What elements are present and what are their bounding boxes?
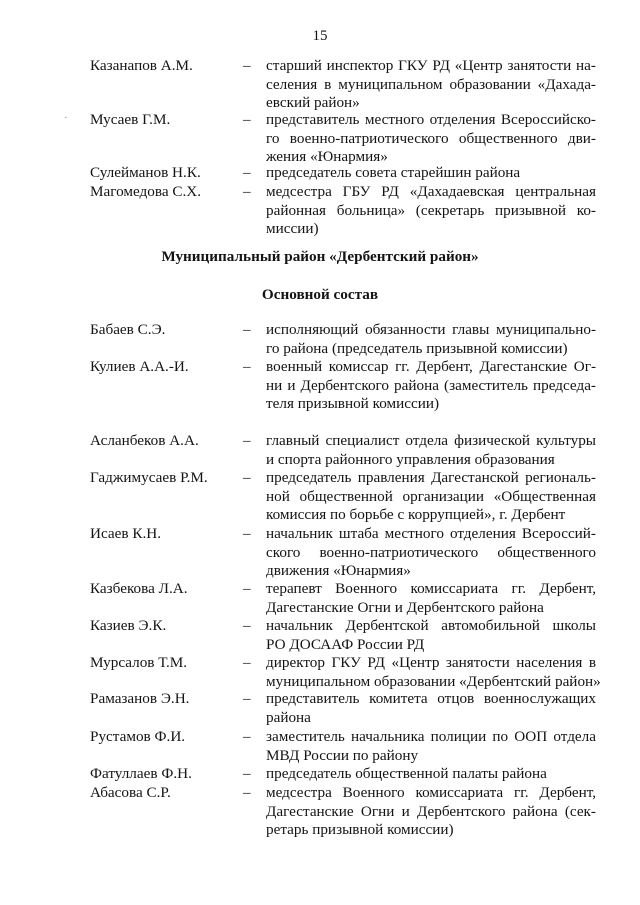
member-name: Казбекова Л.А. — [90, 580, 188, 597]
member-name: Мусаев Г.М. — [90, 111, 171, 128]
member-dash: – — [243, 183, 251, 200]
member-role-line: директор ГКУ РД «Центр занятости населения в — [266, 654, 596, 671]
member-role-line: председатель общественной палаты района — [266, 765, 547, 782]
member-dash: – — [243, 654, 251, 671]
member-role — [266, 784, 596, 840]
member-role-line: миссии) — [266, 220, 319, 237]
member-role — [266, 525, 596, 581]
member-dash: – — [243, 111, 251, 128]
page-number: 15 — [312, 28, 328, 44]
member-role-line: районная больница» (секретарь призывной ко- — [266, 201, 596, 219]
member-name: Мурсалов Т.М. — [90, 654, 188, 671]
member-role — [266, 617, 596, 654]
member-role — [266, 432, 596, 469]
member-role-line: района — [266, 708, 311, 726]
member-role — [266, 164, 596, 183]
member-role-line: председатель правления Дагестанской региональ- — [266, 469, 596, 486]
member-role-line: и спорта районного управления образования — [266, 450, 555, 468]
member-dash: – — [243, 525, 251, 542]
member-dash: – — [243, 580, 251, 597]
member-role-line: терапевт Военного комиссариата гг. Дербент, — [266, 580, 596, 597]
member-dash: – — [243, 784, 251, 801]
member-role — [266, 358, 596, 414]
member-name: Казанапов А.М. — [90, 57, 193, 74]
member-role — [266, 469, 596, 525]
member-role-line: председатель совета старейшин района — [266, 164, 521, 181]
member-dash: – — [243, 358, 251, 375]
member-dash: – — [243, 765, 251, 782]
member-dash: – — [243, 469, 251, 486]
member-name: Гаджимусаев Р.М. — [90, 469, 208, 486]
member-role-line: заместитель начальника полиции по ООП отдела — [266, 728, 596, 745]
member-name: Рамазанов Э.Н. — [90, 690, 190, 707]
member-role-line: селения в муниципальном образовании «Дахада- — [266, 75, 596, 93]
member-role — [266, 728, 596, 765]
member-role-line: ни и Дербентского района (заместитель председа- — [266, 376, 596, 394]
member-role-line: Дагестанские Огни и Дербентского района (сек- — [266, 802, 596, 820]
member-name: Асланбеков А.А. — [90, 432, 199, 449]
member-role — [266, 57, 596, 113]
member-dash: – — [243, 321, 251, 338]
member-name: Кулиев А.А.-И. — [90, 358, 189, 375]
member-role-line: военный комиссар гг. Дербент, Дагестанские Ог- — [266, 358, 596, 375]
member-name: Фатуллаев Ф.Н. — [90, 765, 192, 782]
member-role-line: медсестра Военного комиссариата гг. Дербент, — [266, 784, 596, 801]
member-role — [266, 111, 596, 167]
member-role-line: ского военно-патриотического общественного — [266, 543, 596, 561]
member-role-line: комиссия по борьбе с коррупцией», г. Дербент — [266, 506, 566, 523]
member-role — [266, 580, 596, 617]
member-name: Бабаев С.Э. — [90, 321, 166, 338]
member-role — [266, 183, 596, 239]
member-role-line: жения «Юнармия» — [266, 148, 388, 165]
district-heading: Муниципальный район «Дербентский район» — [161, 248, 479, 265]
member-name: Магомедова С.Х. — [90, 183, 202, 200]
member-name: Рустамов Ф.И. — [90, 728, 186, 745]
member-dash: – — [243, 57, 251, 74]
member-role-line: го района (председатель призывной комиссии) — [266, 339, 568, 357]
member-role-line: медсестра ГБУ РД «Дахадаевская центральная — [266, 183, 596, 200]
composition-heading: Основной состав — [261, 286, 379, 303]
member-dash: – — [243, 617, 251, 634]
member-role-line: теля призывной комиссии) — [266, 395, 440, 412]
member-name: Абасова С.Р. — [90, 784, 171, 801]
member-role-line: представитель местного отделения Всероссийско- — [266, 111, 596, 128]
member-role-line: МВД России по району — [266, 746, 419, 764]
member-role — [266, 690, 596, 727]
member-role-line: представитель комитета отцов военнослужащих — [266, 690, 596, 707]
member-role-line: евский район» — [266, 94, 360, 111]
member-dash: – — [243, 728, 251, 745]
member-name: Казиев Э.К. — [90, 617, 167, 634]
member-role-line: начальник Дербентской автомобильной школы — [266, 617, 596, 634]
member-role-line: РО ДОСААФ России РД — [266, 635, 425, 653]
member-role-line: движения «Юнармия» — [266, 562, 411, 579]
member-role — [266, 321, 596, 358]
scan-mark: · — [64, 112, 68, 124]
member-role-line: главный специалист отдела физической культуры — [266, 432, 596, 449]
member-dash: – — [243, 164, 251, 181]
member-role-line: муниципальном образовании «Дербентский район» — [266, 672, 601, 690]
member-name: Исаев К.Н. — [90, 525, 162, 542]
member-role-line: исполняющий обязанности главы муниципально- — [266, 321, 596, 338]
member-dash: – — [243, 432, 251, 449]
member-role-line: Дагестанские Огни и Дербентского района — [266, 598, 544, 616]
member-role — [266, 654, 601, 691]
member-role-line: ретарь призывной комиссии) — [266, 821, 454, 838]
member-dash: – — [243, 690, 251, 707]
member-name: Сулейманов Н.К. — [90, 164, 201, 181]
member-role-line: старший инспектор ГКУ РД «Центр занятости на- — [266, 57, 596, 74]
member-role-line: начальник штаба местного отделения Всероссий- — [266, 525, 596, 542]
member-role-line: го военно-патриотического общественного дви- — [266, 129, 596, 147]
member-role — [266, 765, 596, 784]
member-role-line: ной общественной организации «Общественная — [266, 487, 596, 505]
